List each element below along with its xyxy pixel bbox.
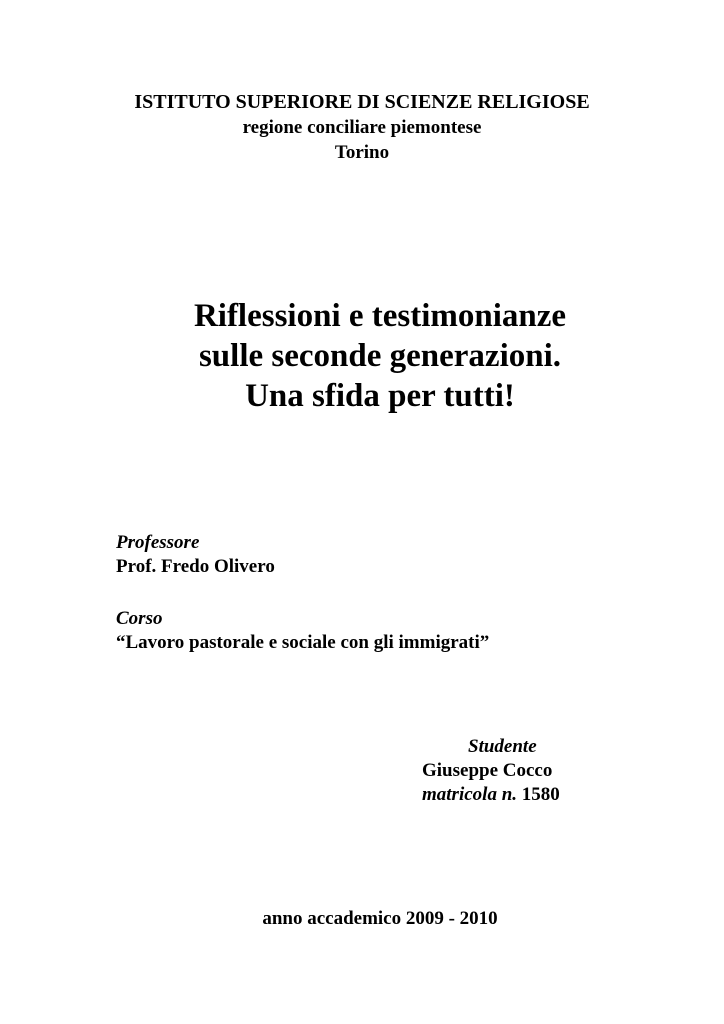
institution-header [0, 90, 724, 165]
student-matricola [422, 783, 560, 807]
matricola-number: 1580 [521, 784, 560, 805]
thesis-title-line-3: Una sfida per tutti! [245, 378, 515, 414]
institute-name: ISTITUTO SUPERIORE DI SCIENZE RELIGIOSE [134, 91, 590, 113]
student-label: Studente [468, 736, 537, 757]
matricola-label: matricola n. [422, 784, 518, 805]
institute-city: Torino [334, 142, 390, 163]
professor-name: Prof. Fredo Olivero [116, 556, 275, 577]
course-name: “Lavoro pastorale e sociale con gli immigrati” [116, 632, 490, 653]
student-block [422, 735, 560, 807]
professor-block [116, 531, 275, 579]
thesis-title-line-1: Riflessioni e testimonianze [193, 298, 567, 334]
course-block [116, 607, 489, 655]
thesis-title-line-2: sulle seconde generazioni. [198, 338, 562, 374]
academic-year: anno accademico 2009 - 2010 [262, 908, 498, 929]
thesis-title [0, 296, 724, 416]
course-label: Corso [116, 608, 163, 629]
professor-label: Professore [116, 532, 200, 553]
student-name: Giuseppe Cocco [422, 760, 553, 781]
institute-region: regione conciliare piemontese [242, 117, 482, 138]
